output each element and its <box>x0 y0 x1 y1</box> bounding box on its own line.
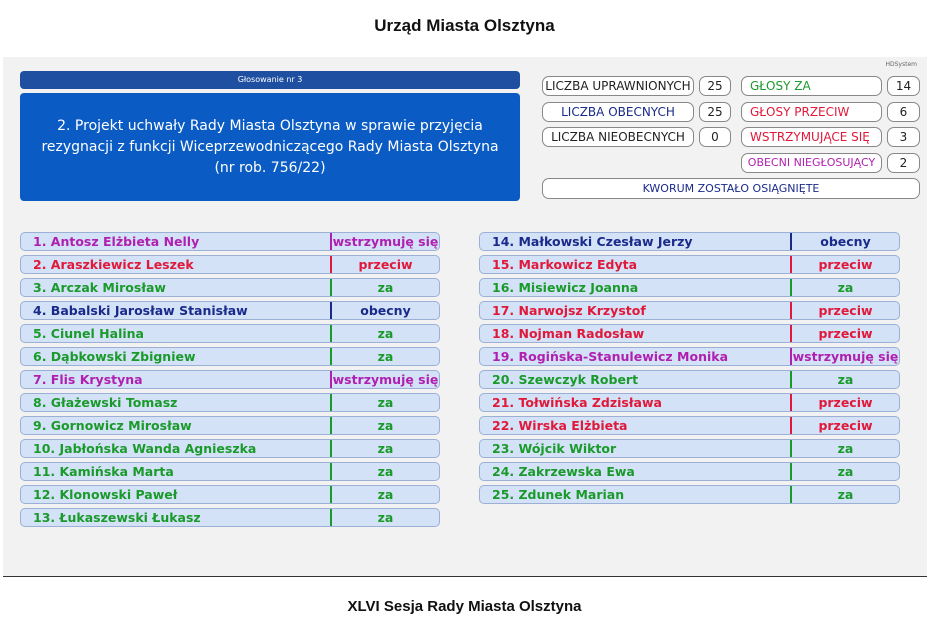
council-member-row <box>20 416 440 435</box>
member-vote: przeciw <box>818 303 873 318</box>
member-name: 5. Ciunel Halina <box>33 326 144 341</box>
stat-uprawnionych-value: 25 <box>699 76 731 96</box>
council-member-row <box>479 278 900 297</box>
member-vote: obecny <box>360 303 411 318</box>
council-member-row <box>479 393 900 412</box>
topic-line: rezygnacji z funkcji Wiceprzewodniczącego Rady Miasta Olsztyna <box>41 138 499 155</box>
kworum-status: KWORUM ZOSTAŁO OSIĄGNIĘTE <box>542 178 920 199</box>
stat-uprawnionych-label: LICZBA UPRAWNIONYCH <box>542 76 694 96</box>
topic-line: 2. Projekt uchwały Rady Miasta Olsztyna w sprawie przyjęcia <box>57 117 483 134</box>
member-vote: za <box>837 441 854 456</box>
member-name: 25. Zdunek Marian <box>492 487 625 502</box>
council-member-row <box>20 485 440 504</box>
stat-za-label: GŁOSY ZA <box>741 76 882 96</box>
council-member-row <box>20 393 440 412</box>
session-title: XLVI Sesja Rady Miasta Olsztyna <box>347 598 582 615</box>
member-vote: za <box>837 372 854 387</box>
member-vote: za <box>837 464 854 479</box>
council-member-row <box>479 370 900 389</box>
council-member-row <box>20 232 440 251</box>
member-vote: za <box>377 395 394 410</box>
member-vote: obecny <box>820 234 871 249</box>
member-name: 19. Rogińska-Stanulewicz Monika <box>492 349 729 364</box>
member-vote: za <box>377 280 394 295</box>
member-name: 9. Gornowicz Mirosław <box>33 418 192 433</box>
member-vote: za <box>837 280 854 295</box>
stat-przeciw-label: GŁOSY PRZECIW <box>741 102 882 122</box>
member-name: 20. Szewczyk Robert <box>492 372 639 387</box>
vote-number-bar: Głosowanie nr 3 <box>20 71 520 89</box>
stat-za-value: 14 <box>887 76 920 96</box>
council-member-row <box>479 416 900 435</box>
brand-label: HDSystem <box>885 61 917 68</box>
council-member-row <box>479 324 900 343</box>
member-name: 6. Dąbkowski Zbigniew <box>33 349 196 364</box>
member-vote: przeciw <box>818 257 873 272</box>
member-vote: za <box>377 349 394 364</box>
topic-box <box>20 93 520 201</box>
council-member-row <box>20 370 440 389</box>
council-member-row <box>479 301 900 320</box>
council-member-row <box>20 278 440 297</box>
voting-panel <box>3 57 927 577</box>
member-name: 18. Nojman Radosław <box>492 326 645 341</box>
council-member-row <box>479 439 900 458</box>
council-member-row <box>20 255 440 274</box>
stat-obecnych-value: 25 <box>699 102 731 122</box>
council-member-row <box>20 462 440 481</box>
member-name: 21. Tołwińska Zdzisława <box>492 395 662 410</box>
member-vote: przeciw <box>818 326 873 341</box>
topic-line: (nr rob. 756/22) <box>214 159 326 176</box>
member-vote: wstrzymuję się <box>792 349 899 364</box>
member-name: 16. Misiewicz Joanna <box>492 280 639 295</box>
council-member-row <box>20 439 440 458</box>
member-vote: za <box>377 418 394 433</box>
member-name: 3. Arczak Mirosław <box>33 280 166 295</box>
member-name: 14. Małkowski Czesław Jerzy <box>492 234 693 249</box>
member-name: 22. Wirska Elżbieta <box>492 418 628 433</box>
member-vote: wstrzymuję się <box>332 234 439 249</box>
member-name: 1. Antosz Elżbieta Nelly <box>33 234 200 249</box>
member-vote: przeciw <box>358 257 413 272</box>
member-name: 13. Łukaszewski Łukasz <box>33 510 201 525</box>
member-name: 10. Jabłońska Wanda Agnieszka <box>33 441 257 456</box>
member-vote: za <box>377 487 394 502</box>
member-vote: za <box>377 441 394 456</box>
stat-obecnych-label: LICZBA OBECNYCH <box>542 102 694 122</box>
member-vote: wstrzymuję się <box>332 372 439 387</box>
stat-przeciw-value: 6 <box>887 102 920 122</box>
member-vote: za <box>377 464 394 479</box>
member-vote: za <box>377 510 394 525</box>
council-member-row <box>20 324 440 343</box>
council-member-row <box>20 508 440 527</box>
council-member-row <box>20 301 440 320</box>
stat-wstrzymujace-value: 3 <box>887 127 920 147</box>
member-vote: przeciw <box>818 418 873 433</box>
member-name: 7. Flis Krystyna <box>33 372 143 387</box>
council-member-row <box>20 347 440 366</box>
council-member-row <box>479 255 900 274</box>
page-title: Urząd Miasta Olsztyna <box>374 16 555 35</box>
stat-niegłosujacy-value: 2 <box>887 153 920 173</box>
stat-niegłosujacy-label: OBECNI NIEGŁOSUJĄCY <box>741 153 882 173</box>
stat-nieobecnych-value: 0 <box>699 127 731 147</box>
stat-wstrzymujace-label: WSTRZYMUJĄCE SIĘ <box>741 127 882 147</box>
member-vote: za <box>377 326 394 341</box>
member-name: 12. Klonowski Paweł <box>33 487 178 502</box>
member-name: 23. Wójcik Wiktor <box>492 441 617 456</box>
member-name: 4. Babalski Jarosław Stanisław <box>33 303 248 318</box>
member-name: 11. Kamińska Marta <box>33 464 174 479</box>
member-vote: przeciw <box>818 395 873 410</box>
council-member-row <box>479 347 900 366</box>
council-member-row <box>479 485 900 504</box>
stat-nieobecnych-label: LICZBA NIEOBECNYCH <box>542 127 694 147</box>
member-name: 17. Narwojsz Krzystof <box>492 303 646 318</box>
member-vote: za <box>837 487 854 502</box>
council-member-row <box>479 232 900 251</box>
member-name: 24. Zakrzewska Ewa <box>492 464 635 479</box>
council-member-row <box>479 462 900 481</box>
member-name: 15. Markowicz Edyta <box>492 257 638 272</box>
member-name: 2. Araszkiewicz Leszek <box>33 257 194 272</box>
member-name: 8. Głażewski Tomasz <box>33 395 178 410</box>
